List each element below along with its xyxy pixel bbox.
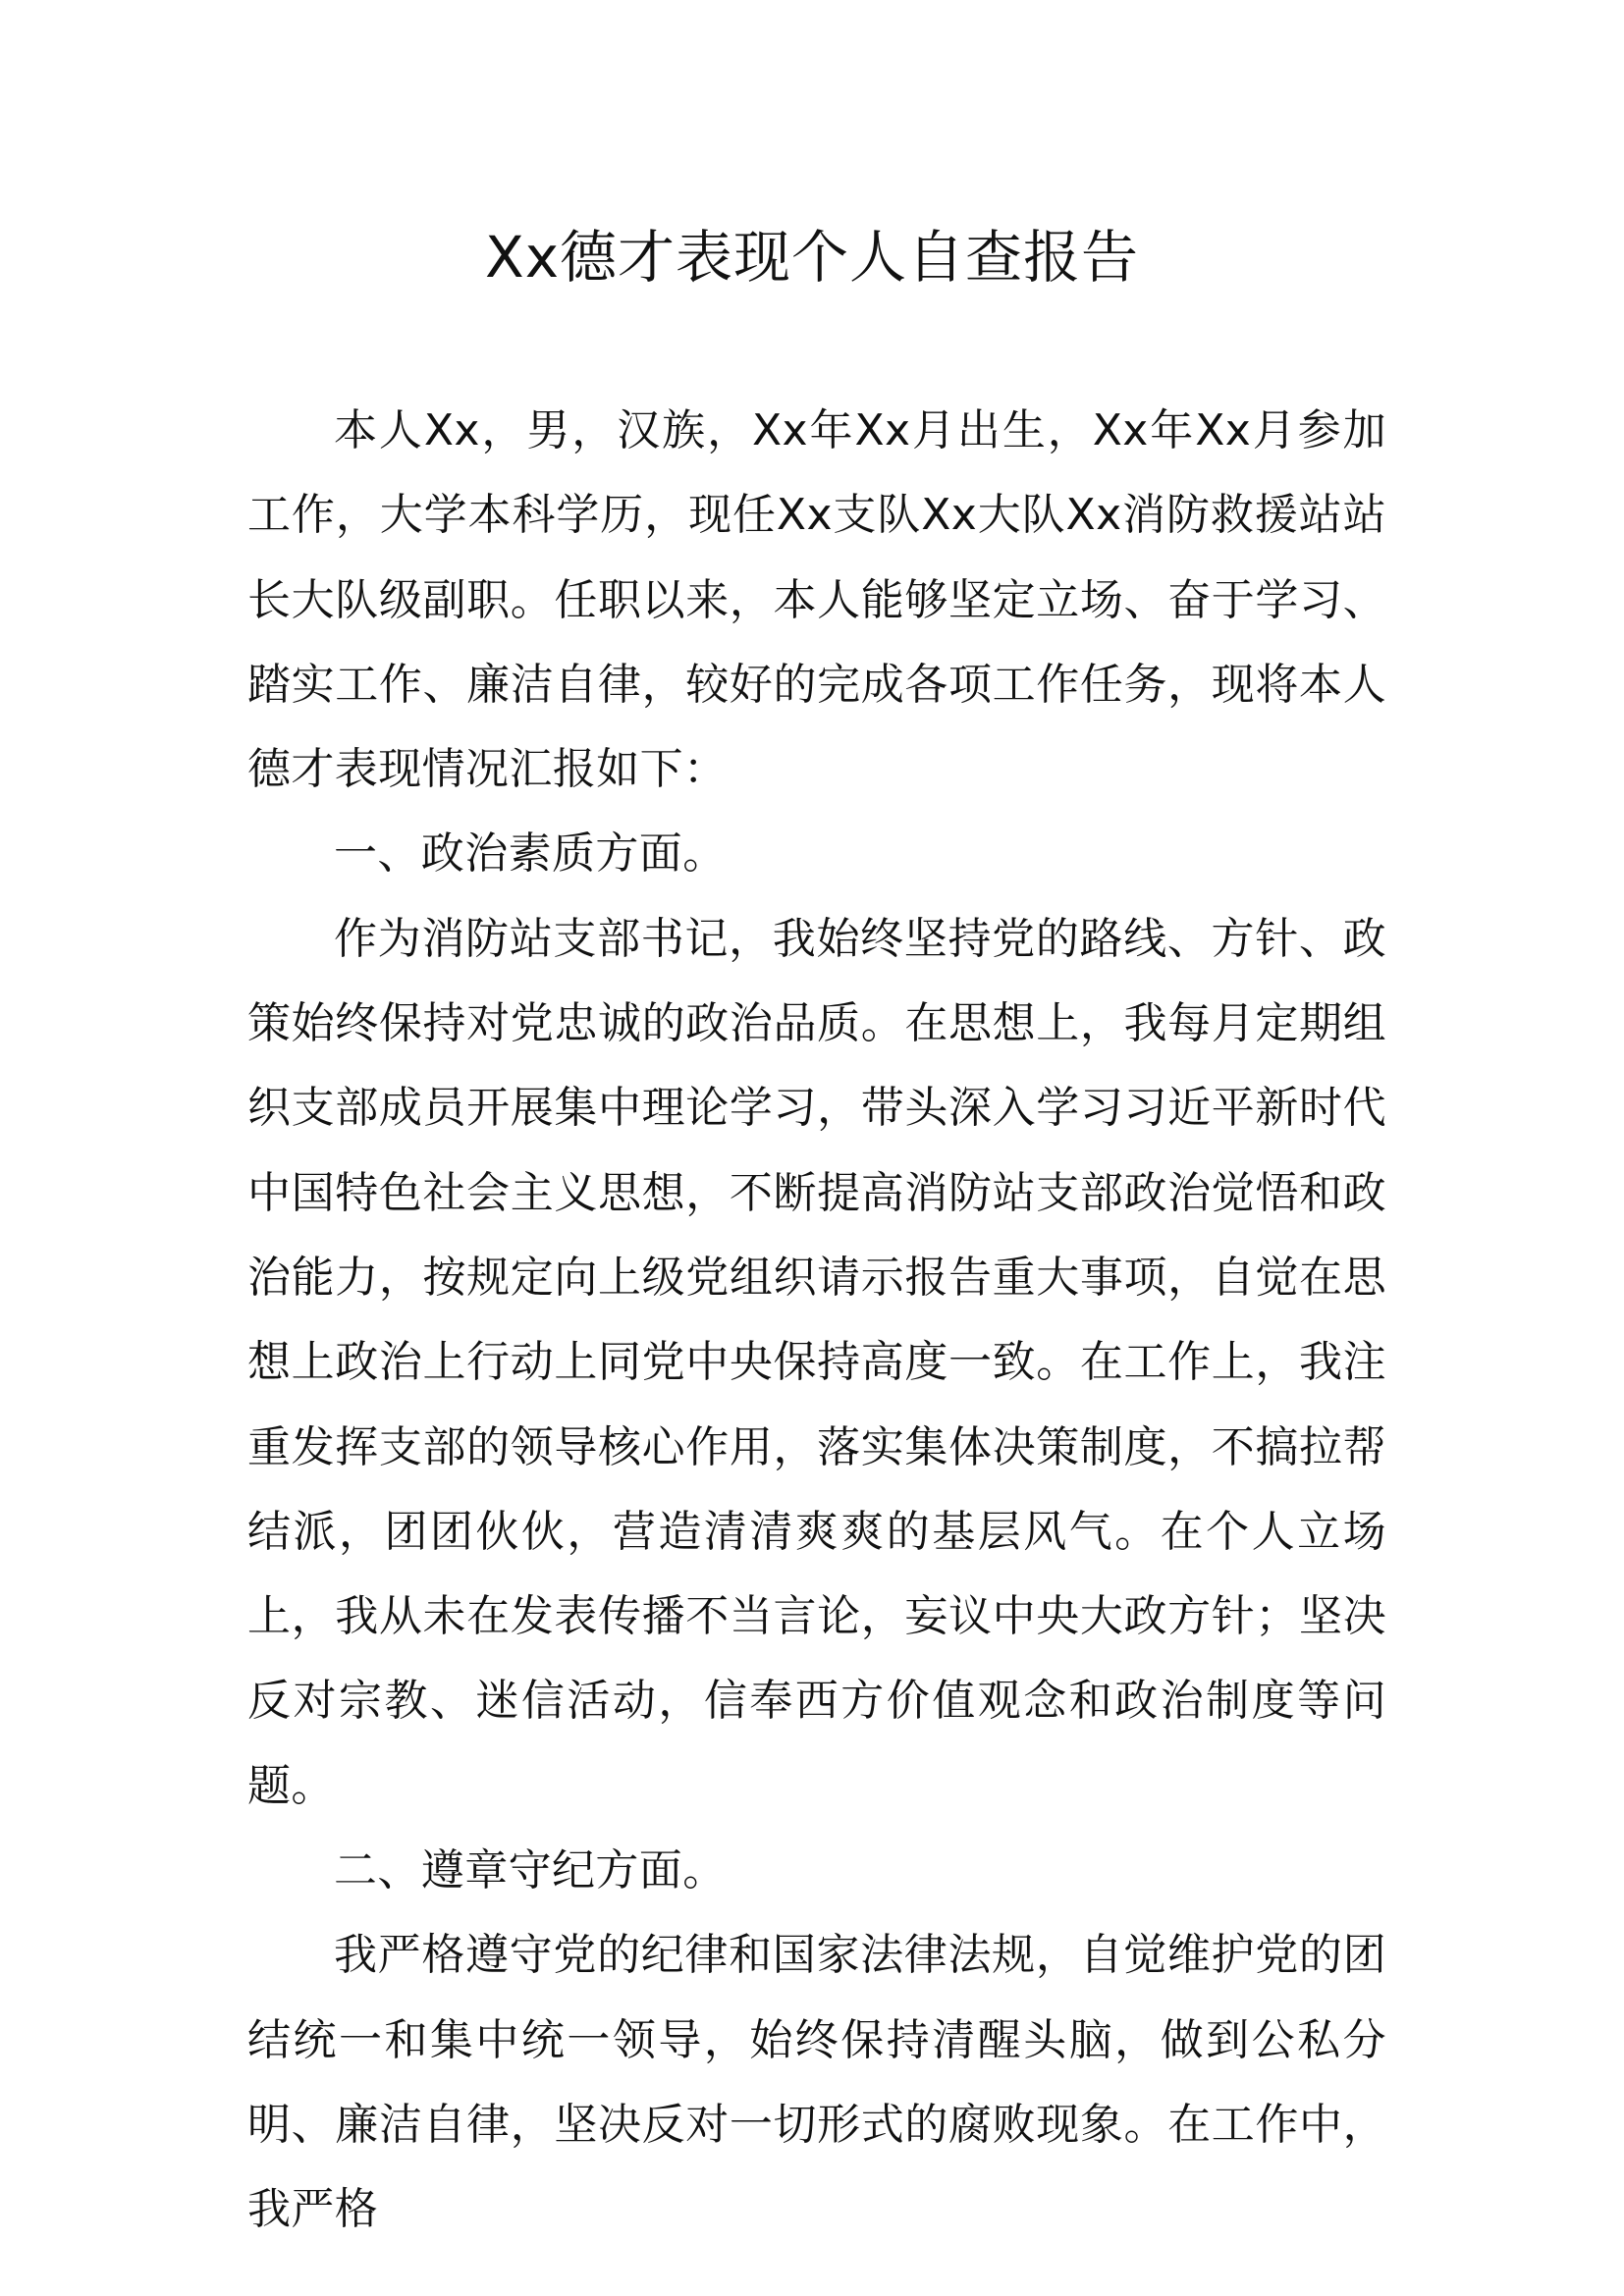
section-heading-political: 一、政治素质方面。 — [334, 828, 727, 880]
document-body — [247, 389, 1386, 2253]
paragraph-intro: 本人Xx，男，汉族，Xx年Xx月出生，Xx年Xx月参加工作，大学本科学历，现任Xx支队Xx大队Xx消防救援站站长大队级副职。任职以来，本人能够坚定立场、奋于学习、踏实工作、廉洁自律，较好的完成各项工作任务，现将本人德才表现情况汇报如下： — [247, 405, 1386, 795]
paragraph-discipline: 我严格遵守党的纪律和国家法律法规，自觉维护党的团结统一和集中统一领导，始终保持清醒头脑，做到公私分明、廉洁自律，坚决反对一切形式的腐败现象。在工作中，我严格 — [247, 1930, 1386, 2235]
paragraph-political: 作为消防站支部书记，我始终坚持党的路线、方针、政策始终保持对党忠诚的政治品质。在思想上，我每月定期组织支部成员开展集中理论学习，带头深入学习习近平新时代中国特色社会主义思想，不断提高消防站支部政治觉悟和政治能力，按规定向上级党组织请示报告重大事项，自觉在思想上政治上行动上同党中央保持高度一致。在工作上，我注重发挥支部的领导核心作用，落实集体决策制度，不搞拉帮结派，团团伙伙，营造清清爽爽的基层风气。在个人立场上，我从未在发表传播不当言论，妄议中央大政方针；坚决反对宗教、迷信活动，信奉西方价值观念和政治制度等问题。 — [247, 913, 1386, 1811]
section-heading-discipline: 二、遵章守纪方面。 — [334, 1845, 727, 1896]
document-title: Xx德才表现个人自查报告 — [484, 224, 1140, 291]
